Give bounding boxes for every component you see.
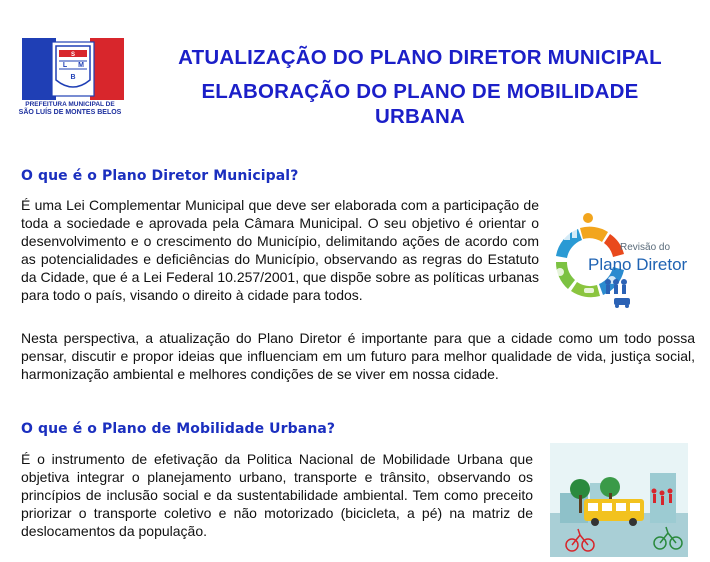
logo-caption: [18, 101, 122, 117]
section-heading-plano-diretor: O que é o Plano Diretor Municipal?: [21, 168, 299, 184]
logo-letter-l: L: [62, 62, 68, 69]
plano-diretor-logo-small: Revisão do: [620, 242, 671, 253]
logo-letter-m: M: [78, 62, 84, 69]
plano-diretor-paragraph-2: Nesta perspectiva, a atualização do Plano Diretor é importante para que a cidade como um todo possa pensar, discutir e propor ideias que influenciam em um futuro para melhor qualidade de vida, justiça social, harmonização ambiental e melhores condições de se viver em nossa cidade.: [21, 330, 695, 382]
urban-mobility-illustration: [550, 443, 688, 557]
logo-caption-line2: SÃO LUÍS DE MONTES BELOS: [18, 109, 122, 116]
section-heading-mobilidade: O que é o Plano de Mobilidade Urbana?: [21, 421, 336, 437]
plano-diretor-logo-big: Plano Diretor: [588, 255, 688, 274]
logo-caption-line1: PREFEITURA MUNICIPAL DE: [25, 101, 115, 108]
mobilidade-paragraph-1: É o instrumento de efetivação da Politica Nacional de Mobilidade Urbana que objetiva integrar o planejamento urbano, transporte e trânsito, observando os princípios de inclusão social e da sustentabilidade ambiental. Tem como preceito priorizar o transporte coletivo e não motorizado (bicicleta, a pé) na matriz de deslocamentos da população.: [21, 451, 533, 539]
plano-diretor-logo: [550, 210, 700, 324]
logo-letter-b: B: [70, 74, 76, 81]
page-title-line2: ELABORAÇÃO DO PLANO DE MOBILIDADE: [201, 80, 639, 103]
plano-diretor-paragraph-1: É uma Lei Complementar Municipal que deve ser elaborada com a participação de toda a sociedade e aprovada pela Câmara Municipal. O seu objetivo é orientar o desenvolvimento e o crescimento do Município, delimitando ações de acordo com as potencialidades e deficiências do Município, observando as regras do Estatuto da Cidade, que é a Lei Federal 10.257/2001, que dispõe sobre as políticas urbanas para todo o país, visando o direito à cidade para todos.: [21, 197, 539, 303]
page-title-line1: ATUALIZAÇÃO DO PLANO DIRETOR MUNICIPAL: [178, 46, 662, 69]
page-title-line3: URBANA: [374, 105, 466, 128]
logo-letter-s: S: [70, 52, 76, 58]
